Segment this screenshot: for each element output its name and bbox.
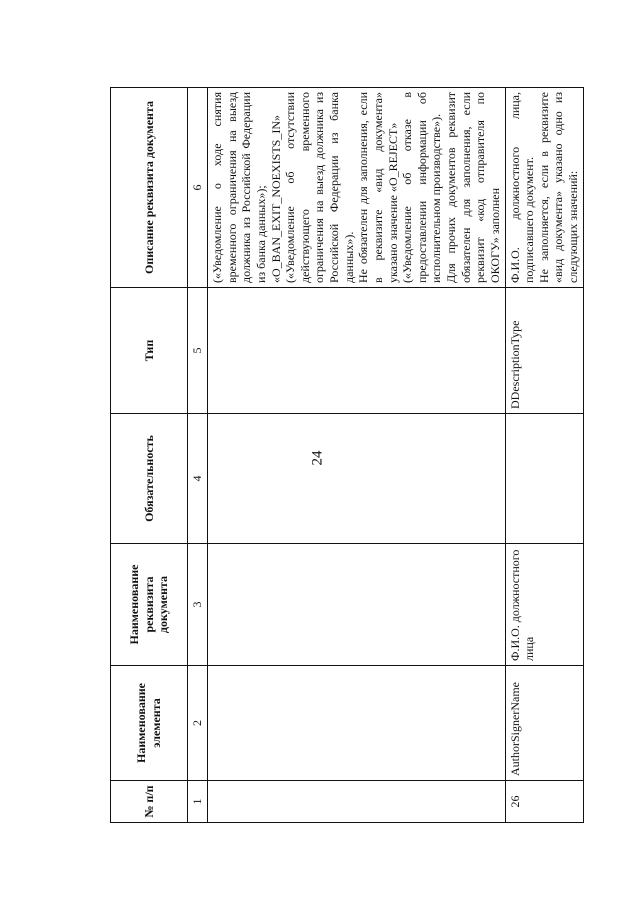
cell-type: DDescriptionType xyxy=(505,288,583,414)
cell-description xyxy=(505,88,583,288)
cell-empty xyxy=(208,544,506,666)
column-number-row xyxy=(188,88,208,823)
col-number: 2 xyxy=(188,666,208,781)
table-header-row xyxy=(111,88,188,823)
header-description: Описание реквизита документа xyxy=(111,88,188,288)
col-number: 3 xyxy=(188,544,208,666)
header-num: № п/п xyxy=(111,781,188,823)
description-paragraph: Ф.И.О. должностного лица, подписавшего документ. xyxy=(507,92,537,283)
header-obligation: Обязательность xyxy=(111,414,188,544)
description-paragraph: Не обязателен для заполнения, если в реквизите «вид документа» указано значение «O_REJECT» xyxy=(356,92,400,283)
cell-row-number: 26 xyxy=(505,781,583,823)
cell-requisite-name: Ф.И.О. должностного лица xyxy=(505,544,583,666)
col-number: 5 xyxy=(188,288,208,414)
requisites-table xyxy=(110,87,584,823)
col-number: 1 xyxy=(188,781,208,823)
description-paragraph: «O_BAN_EXIT_NOEXISTS_IN» xyxy=(268,115,283,283)
description-paragraph: («Уведомление об отказе в предоставлении информации об исполнительном производстве»). xyxy=(400,92,444,283)
cell-element-name: AuthorSignerName xyxy=(505,666,583,781)
cell-obligation xyxy=(505,414,583,544)
cell-empty xyxy=(208,666,506,781)
description-paragraph: Не заполняется, если в реквизите «вид документа» указано одно из следующих значений: xyxy=(536,92,580,283)
description-paragraph: Для прочих документов реквизит обязателен для заполнения, если реквизит «код отправителя по ОКОГУ» заполнен xyxy=(444,92,502,283)
cell-empty xyxy=(208,288,506,414)
cell-description-continuation xyxy=(208,88,506,288)
description-paragraph: («Уведомление о ходе снятия временного ограничения на выезд должника из Российской Федерации из банка данных»); xyxy=(210,92,268,283)
header-requisite-name: Наименование реквизита документа xyxy=(111,544,188,666)
description-paragraph: («Уведомление об отсутствии действующего временного ограничения на выезд должника из Российской Федерации из банка данных»). xyxy=(283,92,356,283)
cell-empty xyxy=(208,781,506,823)
header-element-name: Наименование элемента xyxy=(111,666,188,781)
col-number: 4 xyxy=(188,414,208,544)
header-type: Тип xyxy=(111,288,188,414)
rotated-table-container xyxy=(110,88,580,823)
cell-empty xyxy=(208,414,506,544)
col-number: 6 xyxy=(188,88,208,288)
table-row-continuation xyxy=(208,88,506,823)
page-number: 24 xyxy=(309,450,326,466)
table-row-26 xyxy=(505,88,583,823)
